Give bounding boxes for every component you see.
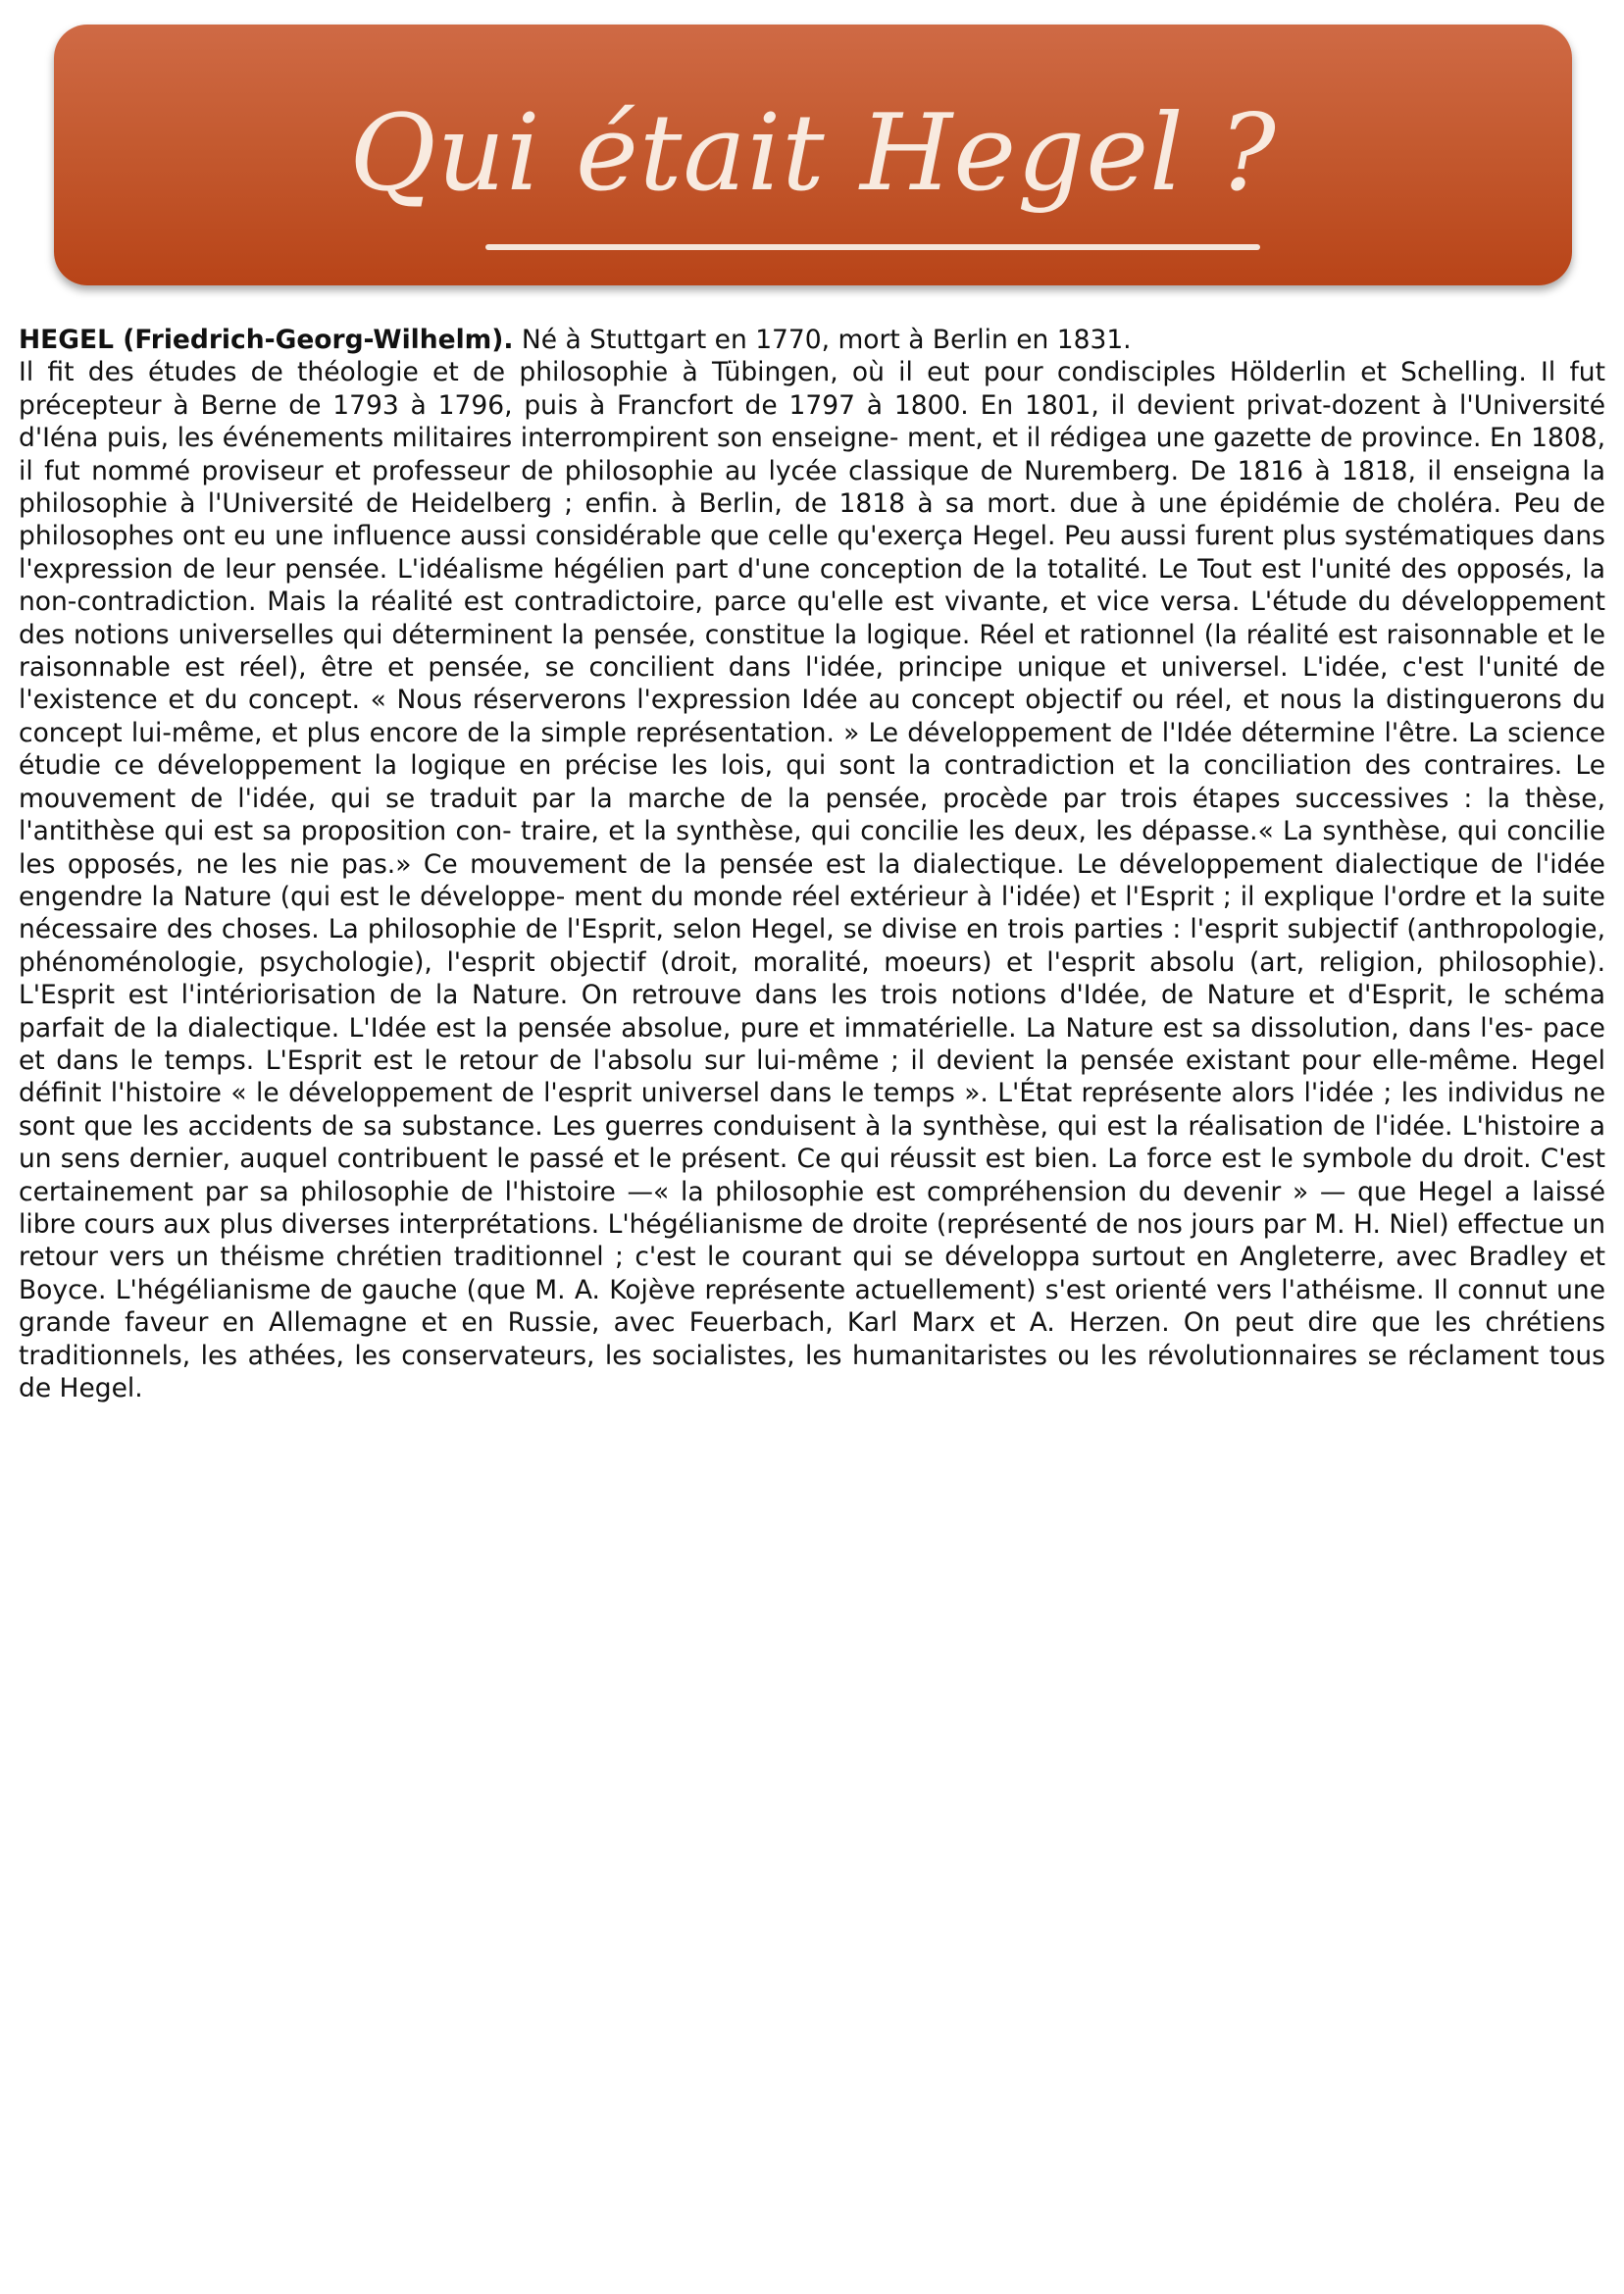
title-underline: [485, 244, 1260, 250]
page-title: Qui était Hegel ?: [349, 92, 1277, 215]
title-banner: [54, 25, 1572, 285]
article: [19, 324, 1605, 1404]
article-dates: Né à Stuttgart en 1770, mort à Berlin en 1831.: [513, 325, 1132, 355]
article-body: Il fit des études de théologie et de philosophie à Tübingen, où il eut pour condisciples Hölderlin et Schelling. Il fut précepteur à Berne de 1793 à 1796, puis à Francfort de 1797 à 1800. En 1801, il devient privat-dozent à l'Université d'Iéna puis, les événements militaires interrompirent son enseigne- ment, et il rédigea une gazette de province. En 1808, il fut nommé proviseur et professeur de philosophie au lycée classique de Nuremberg. De 1816 à 1818, il enseigna la philosophie à l'Université de Heidelberg ; enfin. à Berlin, de 1818 à sa mort. due à une épidémie de choléra. Peu de philosophes ont eu une influence aussi considérable que celle qu'exerça Hegel. Peu aussi furent plus systématiques dans l'expression de leur pensée. L'idéalisme hégélien part d'une conception de la totalité. Le Tout est l'unité des opposés, la non-contradiction. Mais la réalité est contradictoire, parce qu'elle est vivante, et vice versa. L'étude du développement des notions universelles qui déterminent la pensée, constitue la logique. Réel et rationnel (la réalité est raisonnable et le raisonnable est réel), être et pensée, se concilient dans l'idée, principe unique et universel. L'idée, c'est l'unité de l'existence et du concept. « Nous réserverons l'expression Idée au concept objectif ou réel, et nous la distinguerons du concept lui-même, et plus encore de la simple représentation. » Le développement de l'Idée détermine l'être. La science étudie ce développement la logique en précise les lois, qui sont la contradiction et la conciliation des contraires. Le mouvement de l'idée, qui se traduit par la marche de la pensée, procède par trois étapes successives : la thèse, l'antithèse qui est sa proposition con- traire, et la synthèse, qui concilie les deux, les dépasse.« La synthèse, qui concilie les opposés, ne les nie pas.» Ce mouvement de la pensée est la dialectique. Le développement dialectique de l'idée engendre la Nature (qui est le développe- ment du monde réel extérieur à l'idée) et l'Esprit ; il explique l'ordre et la suite nécessaire des choses. La philosophie de l'Esprit, selon Hegel, se divise en trois parties : l'esprit subjectif (anthropologie, phénoménologie, psychologie), l'esprit objectif (droit, moralité, moeurs) et l'esprit absolu (art, religion, philosophie). L'Esprit est l'intériorisation de la Nature. On retrouve dans les trois notions d'Idée, de Nature et d'Esprit, le schéma parfait de la dialectique. L'Idée est la pensée absolue, pure et immatérielle. La Nature est sa dissolution, dans l'es- pace et dans le temps. L'Esprit est le retour de l'absolu sur lui-même ; il devient la pensée existant pour elle-même. Hegel définit l'histoire « le développement de l'esprit universel dans le temps ». L'État représente alors l'idée ; les individus ne sont que les accidents de sa substance. Les guerres conduisent à la synthèse, qui est la réalisation de l'idée. L'histoire a un sens dernier, auquel contribuent le passé et le présent. Ce qui réussit est bien. La force est le symbole du droit. C'est certainement par sa philosophie de l'histoire —« la philosophie est compréhension du devenir » — que Hegel a laissé libre cours aux plus diverses interprétations. L'hégélianisme de droite (représenté de nos jours par M. H. Niel) effectue un retour vers un théisme chrétien traditionnel ; c'est le courant qui se développa surtout en Angleterre, avec Bradley et Boyce. L'hégélianisme de gauche (que M. A. Kojève représente actuellement) s'est orienté vers l'athéisme. Il connut une grande faveur en Allemagne et en Russie, avec Feuerbach, Karl Marx et A. Herzen. On peut dire que les chrétiens traditionnels, les athées, les conservateurs, les socialistes, les humanitaristes ou les révolutionnaires se réclament tous de Hegel.: [19, 357, 1605, 1403]
article-lead: [19, 324, 1605, 356]
article-name: HEGEL (Friedrich-Georg-Wilhelm).: [19, 325, 514, 355]
